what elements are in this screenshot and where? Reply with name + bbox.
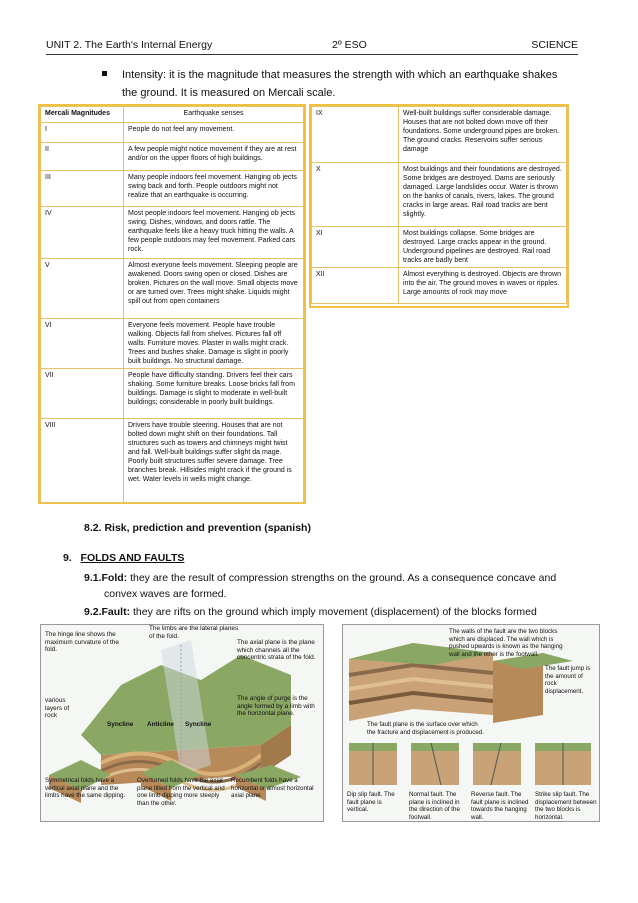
fold-figure bbox=[40, 624, 324, 822]
section-number: 9. bbox=[63, 552, 72, 564]
axial-plane-label: The axial plane is the plane which channels all the concentric strata of the fold. bbox=[237, 639, 316, 661]
fold-definition: they are the result of compression strengths on the ground. As a consequence concave and bbox=[127, 572, 557, 584]
level-cell: VII bbox=[41, 369, 124, 419]
section-9 bbox=[63, 550, 184, 566]
normal-fault-caption: Normal fault. The plane is inclined in the direction of the footwall. bbox=[409, 791, 460, 821]
section-9-1 bbox=[84, 570, 584, 602]
sense-cell: People do not feel any movement. bbox=[124, 123, 304, 143]
sense-cell: Well-built buildings suffer considerable damage. Houses that are not bolted down move off their foundations. Some underground pipes are broken. The ground cracks. Reservoirs suffer serious damage bbox=[399, 107, 567, 163]
anticline-label: Anticline bbox=[147, 721, 174, 728]
sense-cell: Everyone feels movement. People have trouble walking. Objects fall from shelves. Pictures fall off walls. Furniture moves. Plaster in walls might crack. Trees and bushes shake. Damage is slight in poorly built buildings. No structural damage. bbox=[124, 319, 304, 369]
layers-label: various layers of rock bbox=[45, 697, 70, 719]
fault-walls-caption: The walls of the fault are the two blocks which are displaced. The wall which is pushed upwards is known as the hanging wall and the other is the footwall. bbox=[449, 628, 563, 658]
section-number: 9.2. bbox=[84, 606, 102, 618]
sense-cell: Drivers have trouble steering. Houses that are not bolted down might shift on their foundations. Tall structures such as towers and chimneys might twist and fall. Well-built buildings suffer slight da mage. Poorly built structures suffer severe damage. Tree branches break. Hillsides might crack if the ground is wet. Water levels in wells might change. bbox=[124, 419, 304, 503]
strike-slip-caption: Strike slip fault. The displacement between the two blocks is horizontal. bbox=[535, 791, 597, 821]
dip-slip-caption: Dip slip fault. The fault plane is vertical. bbox=[347, 791, 395, 813]
term-fold: Fold: bbox=[101, 572, 128, 584]
mercalli-table bbox=[40, 106, 304, 503]
limbs-label: The limbs are the lateral planes of the fold. bbox=[149, 625, 239, 640]
reverse-fault-caption: Reverse fault. The fault plane is inclined towards the hanging wall. bbox=[471, 791, 529, 821]
sense-cell: A few people might notice movement if they are at rest and/or on the upper floors of high buildings. bbox=[124, 143, 304, 171]
bullet-icon bbox=[102, 71, 107, 76]
header-unit: UNIT 2. The Earth's Internal Energy bbox=[46, 39, 213, 51]
level-cell: XI bbox=[312, 227, 399, 268]
mercalli-table-right bbox=[309, 104, 569, 308]
term-fault: Fault: bbox=[101, 606, 131, 618]
syncline-label-2: Syncline bbox=[185, 721, 212, 728]
level-cell: IX bbox=[312, 107, 399, 163]
sense-cell: Almost everyone feels movement. Sleeping people are awakened. Doors swing open or closed. Dishes are broken. Pictures on the wall move. Small objects move or are turned over. Trees might shake. Liquids might spill out from open containers bbox=[124, 259, 304, 319]
fault-figure bbox=[342, 624, 600, 822]
header-grade: 2º ESO bbox=[332, 39, 367, 51]
fault-jump-caption: The fault jump is the amount of rock displacement. bbox=[545, 665, 591, 695]
fault-plane-caption: The fault plane is the surface over which the fracture and displacement is produced. bbox=[367, 721, 484, 736]
angle-purge-label: The angle of purge is the angle formed by a limb with the horizontal plane. bbox=[237, 695, 315, 717]
section-8-2 bbox=[84, 520, 311, 536]
section-title: FOLDS AND FAULTS bbox=[80, 552, 185, 564]
level-cell: X bbox=[312, 163, 399, 227]
symmetrical-folds-caption: Symmetrical folds have a vertical axial plane and the limbs have the same dipping. bbox=[45, 777, 126, 799]
col-senses-header: Earthquake senses bbox=[124, 107, 304, 123]
col-magnitude-header: Mercali Magnitudes bbox=[41, 107, 124, 123]
overturned-folds-caption: Overturned folds have the axial plane tilted from the vertical and one limb dipping more steeply than the other. bbox=[137, 777, 225, 807]
level-cell: III bbox=[41, 171, 124, 207]
sense-cell: Most people indoors feel movement. Hanging ob jects swing. Dishes, windows, and doors rattle. The earthquake feels like a heavy truck hitting the walls. A few people outdoors may feel movement. Parked cars rock. bbox=[124, 207, 304, 259]
level-cell: VI bbox=[41, 319, 124, 369]
sense-cell: Almost everything is destroyed. Objects are thrown into the air. The ground moves in waves or ripples. Large amounts of rock may move bbox=[399, 268, 567, 304]
sense-cell: People have difficulty standing. Drivers feel their cars shaking. Some furniture breaks. Loose bricks fall from buildings. Damage is slight to moderate in well-built buildings; considerable in poorly built buildings. bbox=[124, 369, 304, 419]
fold-definition-cont: convex waves are formed. bbox=[104, 588, 227, 600]
page-header bbox=[46, 38, 578, 55]
hinge-line-label: The hinge line shows the maximum curvature of the fold. bbox=[45, 631, 119, 653]
level-cell: IV bbox=[41, 207, 124, 259]
level-cell: XII bbox=[312, 268, 399, 304]
section-number: 8.2. bbox=[84, 522, 102, 534]
level-cell: V bbox=[41, 259, 124, 319]
level-cell: VIII bbox=[41, 419, 124, 503]
mercalli-table-left bbox=[38, 104, 306, 504]
recumbent-folds-caption: Recumbent folds have a horizontal or almost horizontal axial plane. bbox=[231, 777, 314, 799]
intensity-bullet bbox=[122, 66, 592, 102]
section-9-2 bbox=[84, 604, 604, 620]
header-subject: SCIENCE bbox=[531, 39, 578, 51]
mercalli-table-continued bbox=[311, 106, 567, 304]
section-title: Risk, prediction and prevention (spanish) bbox=[104, 522, 311, 534]
sense-cell: Most buildings collapse. Some bridges are destroyed. Large cracks appear in the ground. Underground pipelines are destroyed. Rail road tracks are badly bent bbox=[399, 227, 567, 268]
sense-cell: Many people indoors feel movement. Hanging ob jects swing back and forth. People outdoors might not realize that an earthquake is occurring. bbox=[124, 171, 304, 207]
level-cell: I bbox=[41, 123, 124, 143]
section-number: 9.1. bbox=[84, 572, 102, 584]
syncline-label: Syncline bbox=[107, 721, 134, 728]
fault-definition: they are rifts on the ground which imply movement (displacement) of the blocks formed bbox=[130, 606, 537, 618]
intensity-text-1: Intensity: it is the magnitude that measures the strength with which an earthquake shakes bbox=[122, 69, 558, 81]
intensity-text-2: the ground. It is measured on Mercali scale. bbox=[122, 87, 336, 99]
sense-cell: Most buildings and their foundations are destroyed. Some bridges are destroyed. Dams are seriously damaged. Large landslides occur. Water is thrown on the banks of canals, rivers, lakes. The ground cracks in large areas. Rail road tracks are bent slightly. bbox=[399, 163, 567, 227]
level-cell: II bbox=[41, 143, 124, 171]
